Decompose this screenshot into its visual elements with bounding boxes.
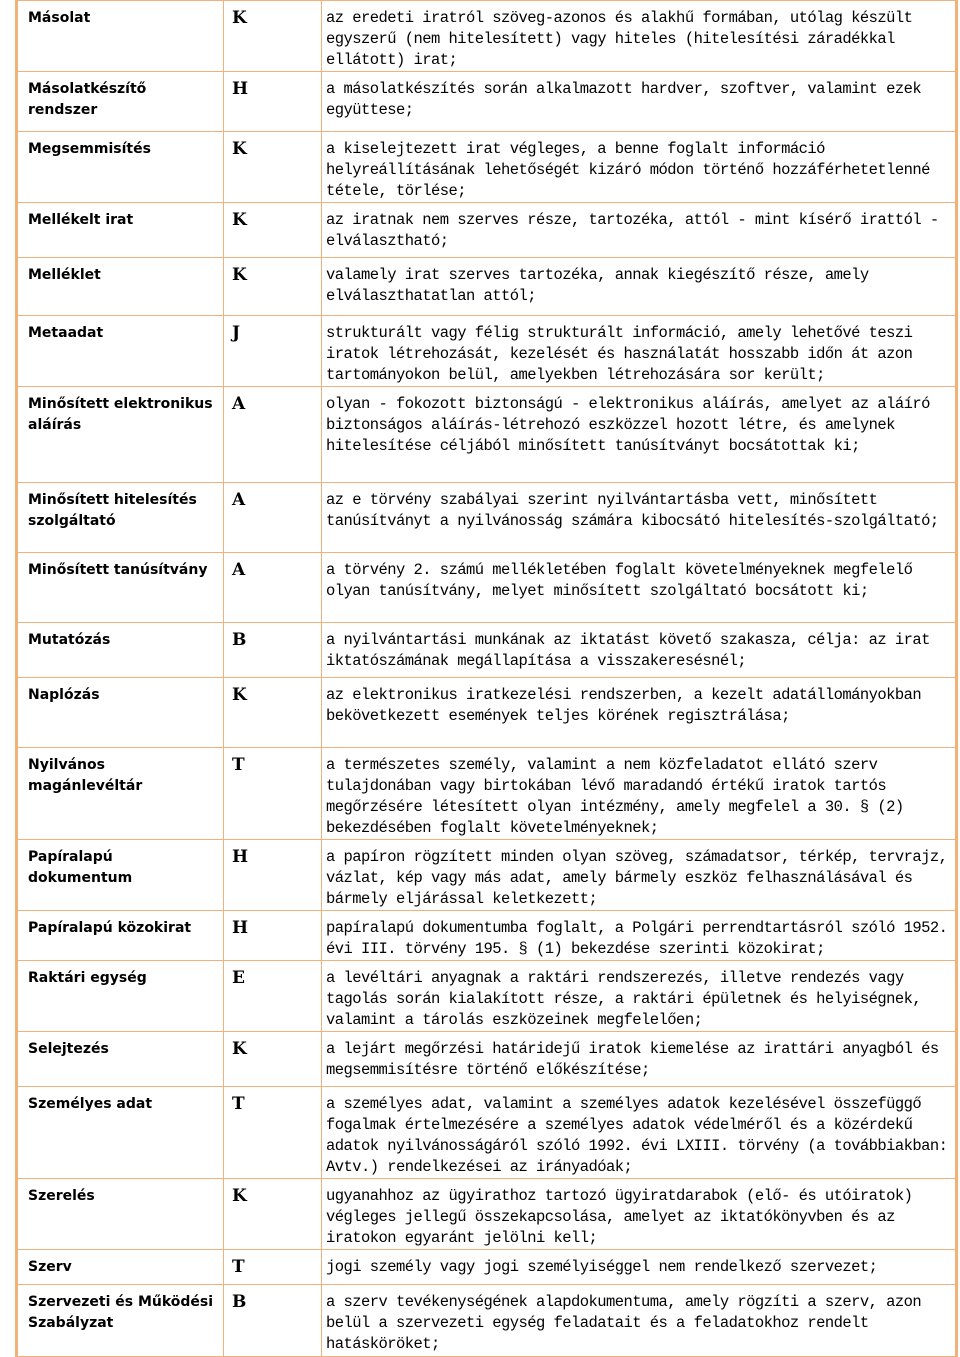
glossary-row bbox=[18, 1179, 956, 1250]
term-cell: Minősített elektronikus aláírás bbox=[18, 387, 224, 483]
term-cell: Minősített tanúsítvány bbox=[18, 553, 224, 623]
definition-cell: a törvény 2. számú mellékletében foglalt követelményeknek megfelelő olyan tanúsítvány, melyet minősített szolgáltató bocsátott ki; bbox=[322, 553, 956, 623]
glossary-row bbox=[18, 748, 956, 840]
glossary-row bbox=[18, 483, 956, 553]
term-cell: Selejtezés bbox=[18, 1032, 224, 1087]
term-cell: Szerelés bbox=[18, 1179, 224, 1250]
code-cell: K bbox=[224, 1, 322, 72]
glossary-table bbox=[17, 0, 956, 1357]
code-cell: T bbox=[224, 748, 322, 840]
glossary-row bbox=[18, 132, 956, 203]
definition-cell: a természetes személy, valamint a nem közfeladatot ellátó szerv tulajdonában vagy birtokában lévő maradandó értékű iratok tartós megőrzésére létesített olyan intézmény, amely megfelel a 30. § (2) bekezdésében foglalt követelményeknek; bbox=[322, 748, 956, 840]
code-cell: K bbox=[224, 132, 322, 203]
term-cell: Papíralapú dokumentum bbox=[18, 840, 224, 911]
glossary-row bbox=[18, 623, 956, 678]
code-cell: J bbox=[224, 316, 322, 387]
glossary-row bbox=[18, 1, 956, 72]
definition-cell: az e törvény szabályai szerint nyilvántartásba vett, minősített tanúsítványt a nyilvánosság számára kibocsátó hitelesítés-szolgáltató; bbox=[322, 483, 956, 553]
code-cell: B bbox=[224, 1285, 322, 1357]
code-cell: A bbox=[224, 483, 322, 553]
term-cell: Papíralapú közokirat bbox=[18, 911, 224, 961]
term-cell: Metaadat bbox=[18, 316, 224, 387]
definition-cell: jogi személy vagy jogi személyiséggel nem rendelkező szervezet; bbox=[322, 1250, 956, 1285]
definition-cell: strukturált vagy félig strukturált információ, amely lehetővé teszi iratok létrehozását, kezelését és használatát hosszabb időn át azon tartományokon belül, amelyekben létrehozására sor került; bbox=[322, 316, 956, 387]
term-cell: Másolat bbox=[18, 1, 224, 72]
definition-cell: a lejárt megőrzési határidejű iratok kiemelése az irattári anyagból és megsemmisítésre történő előkészítése; bbox=[322, 1032, 956, 1087]
code-cell: H bbox=[224, 840, 322, 911]
code-cell: A bbox=[224, 553, 322, 623]
glossary-row bbox=[18, 1250, 956, 1285]
glossary-row bbox=[18, 961, 956, 1032]
definition-cell: a nyilvántartási munkának az iktatást követő szakasza, célja: az irat iktatószámának megállapítása a visszakeresésnél; bbox=[322, 623, 956, 678]
code-cell: A bbox=[224, 387, 322, 483]
code-cell: T bbox=[224, 1087, 322, 1179]
term-cell: Mutatózás bbox=[18, 623, 224, 678]
definition-cell: az eredeti iratról szöveg-azonos és alakhű formában, utólag készült egyszerű (nem hitelesített) vagy hiteles (hitelesítési záradékkal ellátott) irat; bbox=[322, 1, 956, 72]
definition-cell: ugyanahhoz az ügyirathoz tartozó ügyiratdarabok (elő- és utóiratok) végleges jellegű összekapcsolása, amelyet az iktatókönyvben és az iratokon egyaránt jelölni kell; bbox=[322, 1179, 956, 1250]
glossary-row bbox=[18, 387, 956, 483]
glossary-row bbox=[18, 553, 956, 623]
definition-cell: a szerv tevékenységének alapdokumentuma, amely rögzíti a szerv, azon belül a szervezeti egység feladatait és a feladatokhoz rendelt hatásköröket; bbox=[322, 1285, 956, 1357]
definition-cell: a kiselejtezett irat végleges, a benne foglalt információ helyreállításának lehetőségét kizáró módon történő hozzáférhetetlenné tétele, törlése; bbox=[322, 132, 956, 203]
code-cell: T bbox=[224, 1250, 322, 1285]
definition-cell: a másolatkészítés során alkalmazott hardver, szoftver, valamint ezek együttese; bbox=[322, 72, 956, 132]
glossary-body bbox=[18, 1, 956, 1357]
code-cell: E bbox=[224, 961, 322, 1032]
term-cell: Szervezeti és Működési Szabályzat bbox=[18, 1285, 224, 1357]
term-cell: Minősített hitelesítés szolgáltató bbox=[18, 483, 224, 553]
term-cell: Személyes adat bbox=[18, 1087, 224, 1179]
term-cell: Raktári egység bbox=[18, 961, 224, 1032]
definition-cell: olyan - fokozott biztonságú - elektronikus aláírás, amelyet az aláíró biztonságos aláírás-létrehozó eszközzel hozott létre, és amelynek hitelesítése céljából minősített tanúsítványt bocsátottak ki; bbox=[322, 387, 956, 483]
term-cell: Melléklet bbox=[18, 258, 224, 316]
glossary-row bbox=[18, 316, 956, 387]
glossary-row bbox=[18, 72, 956, 132]
definition-cell: valamely irat szerves tartozéka, annak kiegészítő része, amely elválaszthatatlan attól; bbox=[322, 258, 956, 316]
term-cell: Másolatkészítő rendszer bbox=[18, 72, 224, 132]
definition-cell: a személyes adat, valamint a személyes adatok kezelésével összefüggő fogalmak értelmezésére a személyes adatok védelméről és a közérdekű adatok nyilvánosságáról szóló 1992. évi LXIII. törvény (a továbbiakban: Avtv.) rendelkezései az irányadóak; bbox=[322, 1087, 956, 1179]
glossary-row bbox=[18, 911, 956, 961]
glossary-row bbox=[18, 1087, 956, 1179]
term-cell: Naplózás bbox=[18, 678, 224, 748]
definition-cell: a levéltári anyagnak a raktári rendszerezés, illetve rendezés vagy tagolás során kialakított része, a raktári épületnek és helyiségnek, valamint a tárolás eszközeinek megfelelően; bbox=[322, 961, 956, 1032]
code-cell: K bbox=[224, 258, 322, 316]
glossary-row bbox=[18, 840, 956, 911]
code-cell: B bbox=[224, 623, 322, 678]
term-cell: Megsemmisítés bbox=[18, 132, 224, 203]
code-cell: H bbox=[224, 72, 322, 132]
definition-cell: az iratnak nem szerves része, tartozéka, attól - mint kísérő irattól - elválasztható; bbox=[322, 203, 956, 258]
glossary-row bbox=[18, 1285, 956, 1357]
glossary-row bbox=[18, 678, 956, 748]
definition-cell: az elektronikus iratkezelési rendszerben, a kezelt adatállományokban bekövetkezett események teljes körének regisztrálása; bbox=[322, 678, 956, 748]
code-cell: H bbox=[224, 911, 322, 961]
glossary-row bbox=[18, 203, 956, 258]
code-cell: K bbox=[224, 1179, 322, 1250]
term-cell: Szerv bbox=[18, 1250, 224, 1285]
glossary-row bbox=[18, 1032, 956, 1087]
term-cell: Nyilvános magánlevéltár bbox=[18, 748, 224, 840]
term-cell: Mellékelt irat bbox=[18, 203, 224, 258]
code-cell: K bbox=[224, 678, 322, 748]
code-cell: K bbox=[224, 203, 322, 258]
definition-cell: a papíron rögzített minden olyan szöveg, számadatsor, térkép, tervrajz, vázlat, kép vagy más adat, amely bármely eszköz felhasználásával és bármely eljárással keletkezett; bbox=[322, 840, 956, 911]
definition-cell: papíralapú dokumentumba foglalt, a Polgári perrendtartásról szóló 1952. évi III. törvény 195. § (1) bekezdése szerinti közokirat; bbox=[322, 911, 956, 961]
glossary-row bbox=[18, 258, 956, 316]
code-cell: K bbox=[224, 1032, 322, 1087]
